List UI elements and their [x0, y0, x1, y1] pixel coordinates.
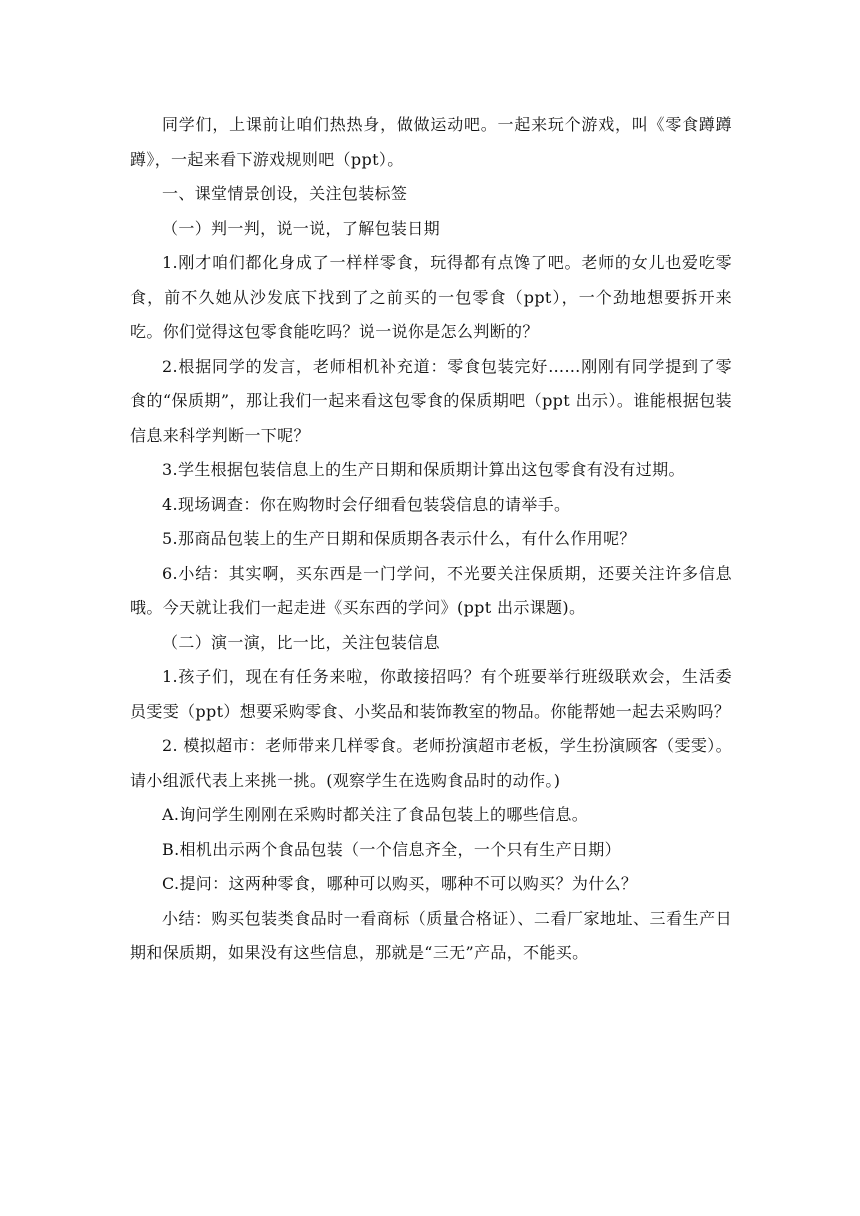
- paragraph-step-a: A.询问学生刚刚在采购时都关注了食品包装上的哪些信息。: [162, 805, 589, 824]
- section-heading-1: 一、课堂情景创设，关注包装标签: [162, 184, 408, 203]
- paragraph-summary: 小结：购买包装类食品时一看商标（质量合格证）、二看厂家地址、三看生产日期和保质期，如果没有这些信息，那就是“三无”产品，不能买。: [130, 908, 732, 962]
- paragraph-task-1: 1.孩子们，现在有任务来啦，你敢接招吗？有个班要举行班级联欢会，生活委员雯雯（ppt）想要采购零食、小奖品和装饰教室的物品。你能帮她一起去采购吗？: [130, 667, 732, 721]
- paragraph-intro: 同学们，上课前让咱们热热身，做做运动吧。一起来玩个游戏，叫《零食蹲蹲蹲》，一起来看下游戏规则吧（ppt）。: [130, 115, 732, 169]
- paragraph-item-1: 1.刚才咱们都化身成了一样样零食，玩得都有点馋了吧。老师的女儿也爱吃零食，前不久她从沙发底下找到了之前买的一包零食（ppt），一个劲地想要拆开来吃。你们觉得这包零食能吃吗？说一说你是怎么判断的？: [130, 253, 732, 341]
- paragraph-task-2: 2. 模拟超市：老师带来几样零食。老师扮演超市老板，学生扮演顾客（雯雯）。请小组派代表上来挑一挑。(观察学生在选购食品时的动作。): [130, 736, 732, 790]
- paragraph-item-6: 6.小结：其实啊，买东西是一门学问，不光要关注保质期，还要关注许多信息哦。今天就让我们一起走进《买东西的学问》(ppt 出示课题)。: [130, 563, 732, 617]
- paragraph-step-b: B.相机出示两个食品包装（一个信息齐全，一个只有生产日期）: [162, 839, 621, 859]
- paragraph-step-c: C.提问：这两种零食，哪种可以购买，哪种不可以购买？为什么？: [162, 874, 638, 893]
- paragraph-item-2: 2.根据同学的发言，老师相机补充道：零食包装完好……刚刚有同学提到了零食的“保质期”，那让我们一起来看这包零食的保质期吧（ppt 出示）。谁能根据包装信息来科学判断一下呢？: [130, 356, 732, 445]
- paragraph-item-4: 4.现场调查：你在购物时会仔细看包装袋信息的请举手。: [162, 494, 571, 514]
- subsection-heading-1: （一）判一判，说一说，了解包装日期: [162, 218, 440, 238]
- document-page: [130, 108, 732, 971]
- subsection-heading-2: （二）演一演，比一比，关注包装信息: [162, 632, 440, 652]
- paragraph-item-3: 3.学生根据包装信息上的生产日期和保质期计算出这包零食有没有过期。: [162, 460, 685, 479]
- paragraph-item-5: 5.那商品包装上的生产日期和保质期各表示什么，有什么作用呢？: [162, 529, 636, 548]
